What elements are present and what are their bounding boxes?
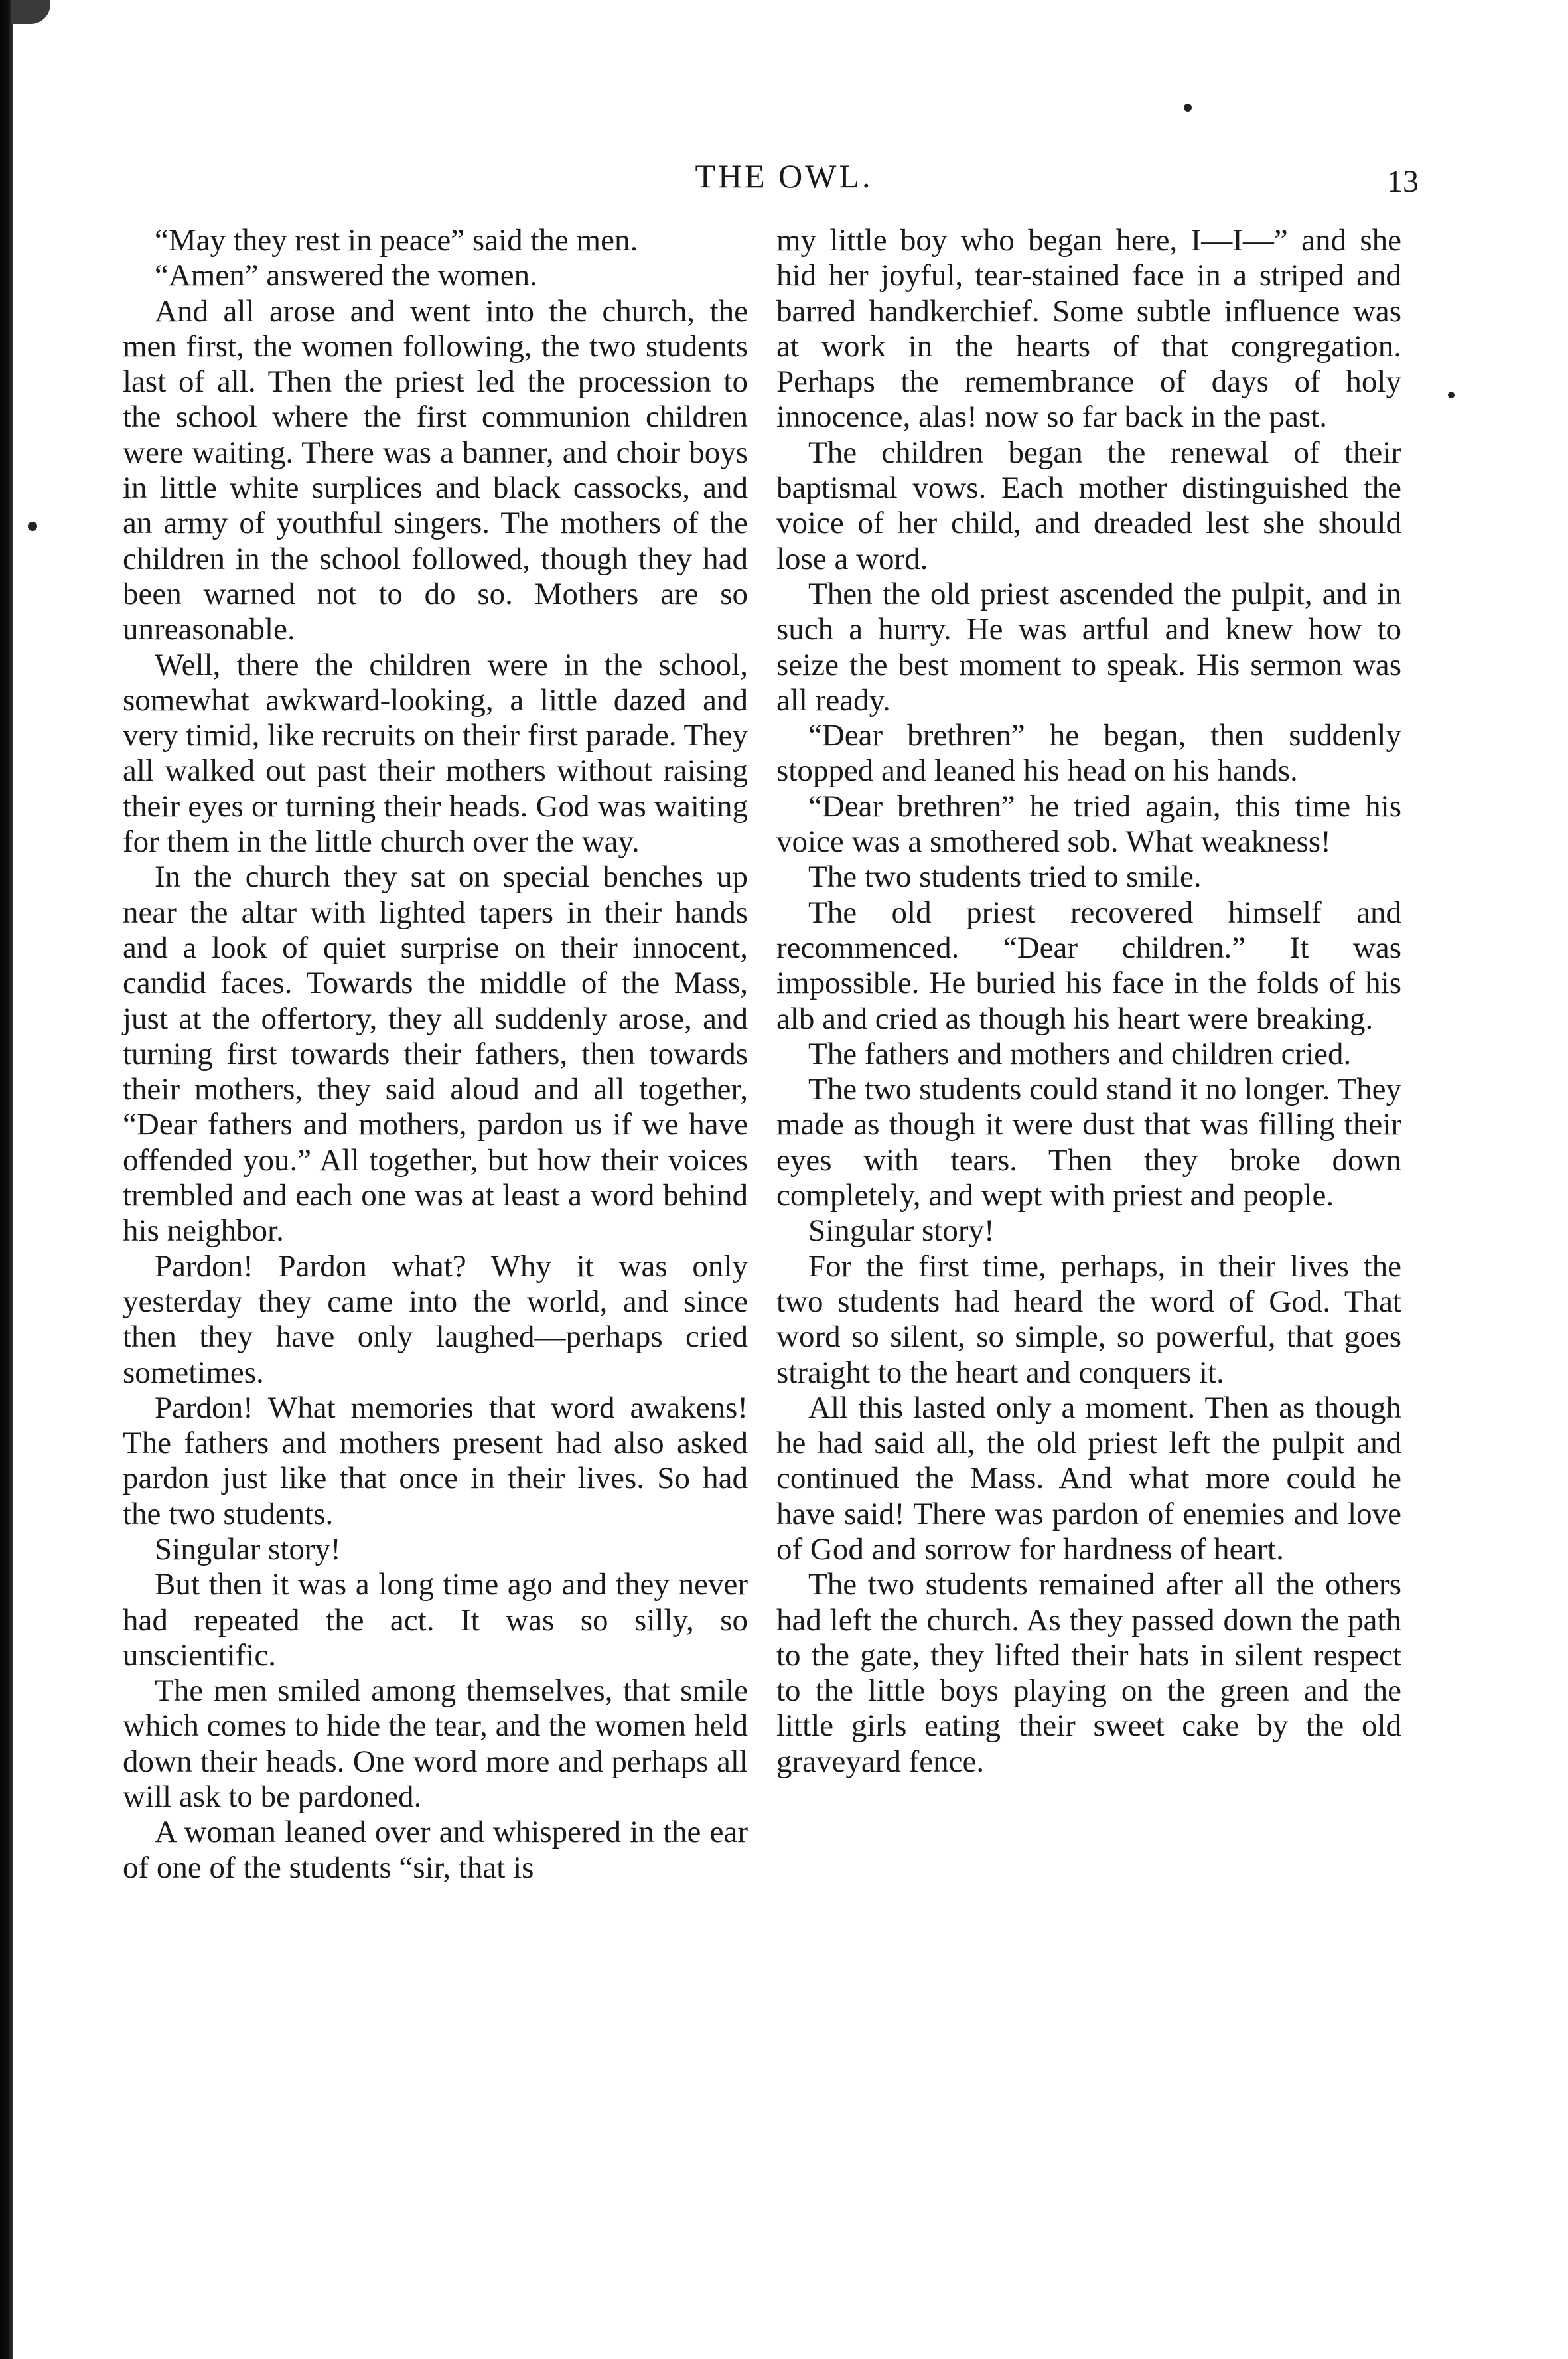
paragraph: The children began the renewal of their baptismal vows. Each mother distinguished the voice of her child, and dreaded lest she should lose a word. xyxy=(776,435,1401,576)
left-column xyxy=(123,223,748,1886)
paragraph: A woman leaned over and whispered in the ear of one of the students “sir, that is xyxy=(123,1815,748,1885)
paragraph: Then the old priest ascended the pulpit, and in such a hurry. He was artful and knew how to seize the best moment to speak. His sermon was all ready. xyxy=(776,576,1401,718)
paragraph: Pardon! Pardon what? Why it was only yesterday they came into the world, and since then they have only laughed—perhaps cried sometimes. xyxy=(123,1249,748,1390)
paragraph: But then it was a long time ago and they never had repeated the act. It was so silly, so unscientific. xyxy=(123,1567,748,1673)
paragraph: In the church they sat on special benches up near the altar with lighted tapers in their hands and a look of quiet surprise on their innocent, candid faces. Towards the middle of the Mass, just at the offertory, they all suddenly arose, and turning first towards their fathers, then towards their mothers, they said aloud and all together, “Dear fathers and mothers, pardon us if we have offended you.” All together, but how their voices trembled and each one was at least a word behind his neighbor. xyxy=(123,860,748,1249)
right-column xyxy=(776,223,1401,1780)
paragraph-continued: my little boy who began here, I—I—” and she hid her joyful, tear-stained face in a striped and barred handkerchief. Some subtle influence was at work in the hearts of that congregation. Perhaps the remembrance of days of holy innocence, alas! now so far back in the past. xyxy=(776,223,1401,435)
paragraph: Singular story! xyxy=(808,1213,995,1249)
running-title: THE OWL. xyxy=(695,157,873,194)
paragraph: Well, there the children were in the school, somewhat awkward-looking, a little dazed and very timid, like recruits on their first parade. They all walked out past their mothers without raising their eyes or turning their heads. God was waiting for them in the little church over the way. xyxy=(123,647,748,860)
paragraph: “Dear brethren” he began, then suddenly stopped and leaned his head on his hands. xyxy=(776,718,1401,789)
paragraph: All this lasted only a moment. Then as though he had said all, the old priest left the pulpit and continued the Mass. And what more could he have said! There was pardon of enemies and love of God and sorrow for hardness of heart. xyxy=(776,1390,1401,1566)
paragraph: “May they rest in peace” said the men. xyxy=(155,223,638,258)
paragraph: Singular story! xyxy=(155,1531,341,1566)
binding-notch xyxy=(11,0,50,24)
paragraph: The two students tried to smile. xyxy=(808,860,1202,895)
paragraph: The old priest recovered himself and recommenced. “Dear children.” It was impossible. He buried his face in the folds of his alb and cried as though his heart were breaking. xyxy=(776,895,1401,1036)
paragraph: The two students could stand it no longer. They made as though it were dust that was filling their eyes with tears. Then they broke down completely, and wept with priest and people. xyxy=(776,1072,1401,1213)
paragraph: And all arose and went into the church, the men first, the women following, the two students last of all. Then the priest led the procession to the school where the first communion children were waiting. There was a banner, and choir boys in little white surplices and black cassocks, and an army of youthful singers. The mothers of the children in the school followed, though they had been warned not to do so. Mothers are so unreasonable. xyxy=(123,293,748,647)
paragraph: Pardon! What memories that word awakens! The fathers and mothers present had also asked pardon just like that once in their lives. So had the two students. xyxy=(123,1390,748,1531)
margin-speck xyxy=(1448,392,1455,398)
page-number: 13 xyxy=(1387,164,1419,199)
paragraph: The two students remained after all the others had left the church. As they passed down the path to the gate, they lifted their hats in silent respect to the little boys playing on the green and the little girls eating their sweet cake by the old graveyard fence. xyxy=(776,1567,1401,1779)
paragraph: “Amen” answered the women. xyxy=(155,258,537,293)
paragraph: “Dear brethren” he tried again, this time his voice was a smothered sob. What weakness! xyxy=(776,789,1401,860)
margin-speck xyxy=(1184,104,1192,112)
paragraph: The fathers and mothers and children cried. xyxy=(808,1036,1352,1071)
paragraph: The men smiled among themselves, that smile which comes to hide the tear, and the women held down their heads. One word more and perhaps all will ask to be pardoned. xyxy=(123,1673,748,1815)
paragraph: For the first time, perhaps, in their lives the two students had heard the word of God. That word so silent, so simple, so powerful, that goes straight to the heart and conquers it. xyxy=(776,1249,1401,1390)
binding-edge xyxy=(0,0,13,2359)
margin-speck xyxy=(28,522,37,531)
